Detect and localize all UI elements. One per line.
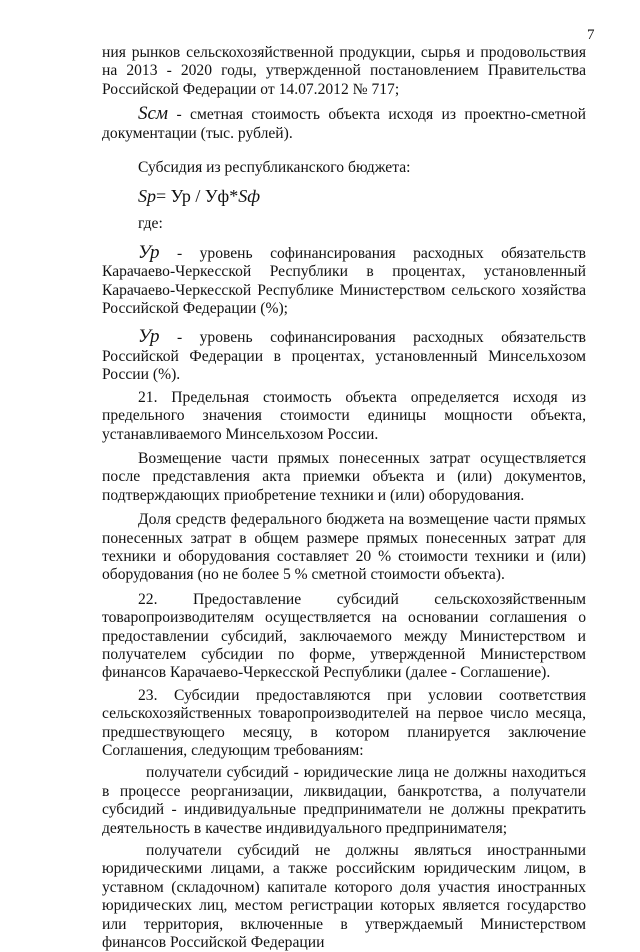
definition-text: - сметная стоимость объекта исходя из проектно-сметной документации (тыс. рублей). [102,106,586,142]
paragraph-requirement-1: получатели субсидий - юридические лица не должны находиться в процессе реорганизации, ликвидации, банкротства, а получатели субсидий - индивидуальные предприниматели не должны прекратить деятельность в качестве индивидуального предпринимателя; [102,764,586,837]
page-number: 7 [587,27,595,43]
formula-left: Sр [138,186,156,207]
paragraph-22: 22. Предоставление субсидий сельскохозяйственным товаропроизводителям осуществляется на основании соглашения о предоставлении субсидий, заключаемого между Министерством и получателем субсидии по форме, утвержденной Министерством финансов Карачаево-Черкесской Республики (далее - Соглашение). [102,590,586,682]
definition-text: - уровень софинансирования расходных обязательств Российской Федерации в процентах, установленный Минсельхозом России (%). [102,329,586,384]
paragraph-ur-rf [102,328,586,384]
paragraph-republic-subsidy: Субсидия из республиканского бюджета: [138,159,411,177]
paragraph-ur-kchr [102,241,586,319]
symbol-ur: Ур [138,326,160,348]
paragraph-21: 21. Предельная стоимость объекта определяется исходя из предельного значения стоимости единицы мощности объекта, устанавливаемого Минсельхозом России. [102,388,586,443]
document-body [102,44,586,952]
subsidy-formula [138,185,586,207]
paragraph-smeta-definition [102,105,586,143]
paragraph-reimbursement: Возмещение части прямых понесенных затрат осуществляется после представления акта приемки объекта и (или) документов, подтверждающих приобретение техники и (или) оборудования. [102,449,586,504]
where-label: где: [138,215,163,233]
paragraph-federal-share: Доля средств федерального бюджета на возмещение части прямых понесенных затрат в общем размере прямых понесенных затрат для техники и оборудования составляет 20 % стоимости техники и (или) оборудования (но не более 5 % сметной стоимости объекта). [102,511,586,584]
definition-text: - уровень софинансирования расходных обязательств Карачаево-Черкесской Республики в процентах, установленный Карачаево-Черкесской Республике Министерством сельского хозяйства Российской Федерации (%); [102,244,586,318]
paragraph-continuation: ния рынков сельскохозяйственной продукции, сырья и продовольствия на 2013 - 2020 годы, утвержденной постановлением Правительства Российской Федерации от 14.07.2012 № 717; [102,44,586,98]
symbol-s-sm: Sсм [138,103,169,125]
paragraph-requirement-2: получатели субсидий не должны являться иностранными юридическими лицами, а также российским юридическим лицом, в уставном (складочном) капитале которого доля участия иностранных юридических лиц, местом регистрации которых является государство или территория, включенные в утверждаемый Министерством финансов Российской Федерации [102,842,586,952]
paragraph-23: 23. Субсидии предоставляются при условии соответствия сельскохозяйственных товаропроизводителей на первое число месяца, предшествующего месяцу, в котором планируется заключение Соглашения, следующим требованиям: [102,686,586,759]
symbol-ur: Ур [138,241,160,263]
formula-middle: = Ур / Уф* [156,186,239,207]
formula-right: Sф [238,186,261,207]
